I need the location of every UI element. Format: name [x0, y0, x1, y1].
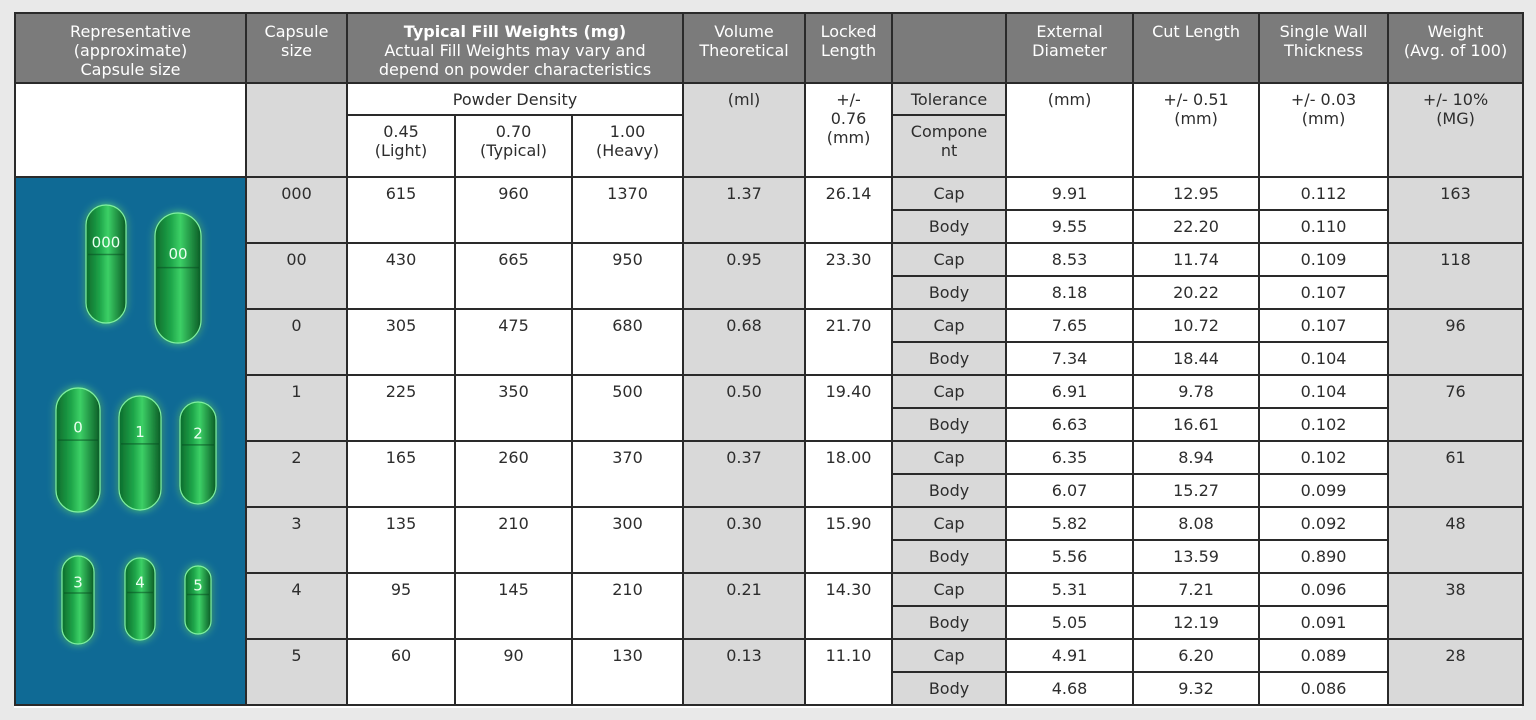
- capsule-size-cell: 3: [246, 507, 347, 573]
- subheader-cut-tolerance: +/- 0.51 (mm): [1133, 83, 1259, 177]
- external-diameter-cell: 9.55: [1006, 210, 1133, 243]
- cut-length-cell: 12.19: [1133, 606, 1259, 639]
- volume-cell: 0.50: [683, 375, 805, 441]
- wall-thickness-cell: 0.102: [1259, 408, 1388, 441]
- header-cut-length: Cut Length: [1133, 13, 1259, 83]
- capsule-size-label: 000: [91, 233, 121, 252]
- capsule-illustration-svg: [16, 178, 246, 705]
- fill-heavy-cell: 680: [572, 309, 683, 375]
- subheader-density-heavy: 1.00 (Heavy): [572, 115, 683, 177]
- weight-cell: 38: [1388, 573, 1523, 639]
- capsule-icon: [56, 388, 100, 512]
- weight-cell: 28: [1388, 639, 1523, 705]
- header-volume: Volume Theoretical: [683, 13, 805, 83]
- volume-cell: 0.95: [683, 243, 805, 309]
- fill-light-cell: 135: [347, 507, 455, 573]
- external-diameter-cell: 8.18: [1006, 276, 1133, 309]
- wall-thickness-cell: 0.110: [1259, 210, 1388, 243]
- subheader-weight-tolerance: +/- 10% (MG): [1388, 83, 1523, 177]
- fill-typical-cell: 665: [455, 243, 572, 309]
- fill-heavy-cell: 130: [572, 639, 683, 705]
- capsule-size-label: 4: [135, 573, 145, 592]
- header-external-diameter: External Diameter: [1006, 13, 1133, 83]
- table-row: [15, 177, 1523, 210]
- cut-length-cell: 22.20: [1133, 210, 1259, 243]
- subheader-locked-tolerance: +/- 0.76 (mm): [805, 83, 892, 177]
- capsule-size-cell: 000: [246, 177, 347, 243]
- wall-thickness-cell: 0.086: [1259, 672, 1388, 705]
- locked-length-cell: 26.14: [805, 177, 892, 243]
- wall-thickness-cell: 0.096: [1259, 573, 1388, 606]
- weight-cell: 61: [1388, 441, 1523, 507]
- cut-length-cell: 9.32: [1133, 672, 1259, 705]
- locked-length-cell: 19.40: [805, 375, 892, 441]
- fill-typical-cell: 90: [455, 639, 572, 705]
- component-body-cell: Body: [892, 672, 1006, 705]
- wall-thickness-cell: 0.890: [1259, 540, 1388, 573]
- cut-length-cell: 8.08: [1133, 507, 1259, 540]
- header-representative: Representative (approximate) Capsule size: [15, 13, 246, 83]
- component-body-cell: Body: [892, 342, 1006, 375]
- wall-thickness-cell: 0.099: [1259, 474, 1388, 507]
- volume-cell: 1.37: [683, 177, 805, 243]
- volume-cell: 0.68: [683, 309, 805, 375]
- component-cap-cell: Cap: [892, 375, 1006, 408]
- cut-length-cell: 9.78: [1133, 375, 1259, 408]
- subheader-density-light: 0.45 (Light): [347, 115, 455, 177]
- volume-cell: 0.21: [683, 573, 805, 639]
- external-diameter-cell: 5.56: [1006, 540, 1133, 573]
- locked-length-cell: 14.30: [805, 573, 892, 639]
- header-fill-weights: Typical Fill Weights (mg) Actual Fill Weights may vary and depend on powder characteristics: [347, 13, 683, 83]
- external-diameter-cell: 5.31: [1006, 573, 1133, 606]
- subheader-density-typical: 0.70 (Typical): [455, 115, 572, 177]
- locked-length-cell: 21.70: [805, 309, 892, 375]
- fill-heavy-cell: 950: [572, 243, 683, 309]
- wall-thickness-cell: 0.104: [1259, 342, 1388, 375]
- capsule-size-label: 2: [193, 424, 203, 443]
- capsule-size-label: 3: [73, 573, 83, 592]
- external-diameter-cell: 6.35: [1006, 441, 1133, 474]
- external-diameter-cell: 5.05: [1006, 606, 1133, 639]
- external-diameter-cell: 7.34: [1006, 342, 1133, 375]
- volume-cell: 0.30: [683, 507, 805, 573]
- component-cap-cell: Cap: [892, 309, 1006, 342]
- fill-typical-cell: 145: [455, 573, 572, 639]
- wall-thickness-cell: 0.112: [1259, 177, 1388, 210]
- component-cap-cell: Cap: [892, 243, 1006, 276]
- volume-cell: 0.13: [683, 639, 805, 705]
- wall-thickness-cell: 0.091: [1259, 606, 1388, 639]
- capsule-size-cell: 0: [246, 309, 347, 375]
- capsule-icon: [119, 396, 161, 510]
- component-body-cell: Body: [892, 408, 1006, 441]
- external-diameter-cell: 6.63: [1006, 408, 1133, 441]
- fill-heavy-cell: 300: [572, 507, 683, 573]
- header-capsule-size: Capsule size: [246, 13, 347, 83]
- capsule-size-label: 00: [168, 245, 188, 263]
- weight-cell: 163: [1388, 177, 1523, 243]
- subheader-size-blank: [246, 83, 347, 177]
- fill-light-cell: 95: [347, 573, 455, 639]
- subheader-blank: [15, 83, 246, 177]
- capsule-illustration: [15, 177, 246, 705]
- fill-light-cell: 430: [347, 243, 455, 309]
- external-diameter-cell: 6.91: [1006, 375, 1133, 408]
- cut-length-cell: 16.61: [1133, 408, 1259, 441]
- external-diameter-cell: 4.91: [1006, 639, 1133, 672]
- capsule-icon: [185, 566, 211, 634]
- locked-length-cell: 15.90: [805, 507, 892, 573]
- component-body-cell: Body: [892, 474, 1006, 507]
- fill-heavy-cell: 1370: [572, 177, 683, 243]
- subheader-external-unit: (mm): [1006, 83, 1133, 177]
- fill-typical-cell: 475: [455, 309, 572, 375]
- component-cap-cell: Cap: [892, 507, 1006, 540]
- cut-length-cell: 13.59: [1133, 540, 1259, 573]
- weight-cell: 118: [1388, 243, 1523, 309]
- external-diameter-cell: 9.91: [1006, 177, 1133, 210]
- component-cap-cell: Cap: [892, 639, 1006, 672]
- fill-heavy-cell: 370: [572, 441, 683, 507]
- cut-length-cell: 15.27: [1133, 474, 1259, 507]
- fill-light-cell: 165: [347, 441, 455, 507]
- fill-light-cell: 615: [347, 177, 455, 243]
- header-locked-length: Locked Length: [805, 13, 892, 83]
- fill-typical-cell: 350: [455, 375, 572, 441]
- component-body-cell: Body: [892, 606, 1006, 639]
- cut-length-cell: 20.22: [1133, 276, 1259, 309]
- capsule-size-cell: 2: [246, 441, 347, 507]
- cut-length-cell: 6.20: [1133, 639, 1259, 672]
- cut-length-cell: 18.44: [1133, 342, 1259, 375]
- component-cap-cell: Cap: [892, 441, 1006, 474]
- external-diameter-cell: 4.68: [1006, 672, 1133, 705]
- cut-length-cell: 11.74: [1133, 243, 1259, 276]
- component-cap-cell: Cap: [892, 573, 1006, 606]
- header-component-blank: [892, 13, 1006, 83]
- wall-thickness-cell: 0.104: [1259, 375, 1388, 408]
- wall-thickness-cell: 0.102: [1259, 441, 1388, 474]
- wall-thickness-cell: 0.107: [1259, 276, 1388, 309]
- component-cap-cell: Cap: [892, 177, 1006, 210]
- cut-length-cell: 12.95: [1133, 177, 1259, 210]
- locked-length-cell: 18.00: [805, 441, 892, 507]
- locked-length-cell: 11.10: [805, 639, 892, 705]
- subheader-wall-tolerance: +/- 0.03 (mm): [1259, 83, 1388, 177]
- capsule-size-cell: 5: [246, 639, 347, 705]
- subheader-tolerance: Tolerance: [892, 83, 1006, 115]
- capsule-icon: [62, 556, 94, 644]
- fill-light-cell: 305: [347, 309, 455, 375]
- wall-thickness-cell: 0.107: [1259, 309, 1388, 342]
- fill-light-cell: 60: [347, 639, 455, 705]
- subheader-powder-density: Powder Density: [347, 83, 683, 115]
- fill-typical-cell: 960: [455, 177, 572, 243]
- cut-length-cell: 8.94: [1133, 441, 1259, 474]
- volume-cell: 0.37: [683, 441, 805, 507]
- fill-heavy-cell: 500: [572, 375, 683, 441]
- capsule-spec-sheet: [14, 12, 1522, 708]
- fill-typical-cell: 260: [455, 441, 572, 507]
- weight-cell: 76: [1388, 375, 1523, 441]
- capsule-size-cell: 00: [246, 243, 347, 309]
- cut-length-cell: 10.72: [1133, 309, 1259, 342]
- fill-heavy-cell: 210: [572, 573, 683, 639]
- header-weight: Weight (Avg. of 100): [1388, 13, 1523, 83]
- fill-typical-cell: 210: [455, 507, 572, 573]
- capsule-icon: [86, 205, 126, 323]
- wall-thickness-cell: 0.089: [1259, 639, 1388, 672]
- capsule-size-cell: 4: [246, 573, 347, 639]
- external-diameter-cell: 5.82: [1006, 507, 1133, 540]
- wall-thickness-cell: 0.109: [1259, 243, 1388, 276]
- component-body-cell: Body: [892, 276, 1006, 309]
- external-diameter-cell: 6.07: [1006, 474, 1133, 507]
- header-single-wall: Single Wall Thickness: [1259, 13, 1388, 83]
- external-diameter-cell: 7.65: [1006, 309, 1133, 342]
- capsule-icon: [155, 213, 201, 343]
- capsule-size-cell: 1: [246, 375, 347, 441]
- capsule-spec-table: [14, 12, 1524, 706]
- weight-cell: 48: [1388, 507, 1523, 573]
- subheader-component: Compone nt: [892, 115, 1006, 177]
- capsule-size-label: 5: [193, 576, 203, 595]
- cut-length-cell: 7.21: [1133, 573, 1259, 606]
- wall-thickness-cell: 0.092: [1259, 507, 1388, 540]
- component-body-cell: Body: [892, 540, 1006, 573]
- component-body-cell: Body: [892, 210, 1006, 243]
- locked-length-cell: 23.30: [805, 243, 892, 309]
- subheader-volume-unit: (ml): [683, 83, 805, 177]
- capsule-size-label: 0: [73, 418, 83, 437]
- capsule-size-label: 1: [135, 423, 145, 442]
- capsule-icon: [125, 558, 155, 640]
- fill-light-cell: 225: [347, 375, 455, 441]
- weight-cell: 96: [1388, 309, 1523, 375]
- capsule-icon: [180, 402, 216, 504]
- external-diameter-cell: 8.53: [1006, 243, 1133, 276]
